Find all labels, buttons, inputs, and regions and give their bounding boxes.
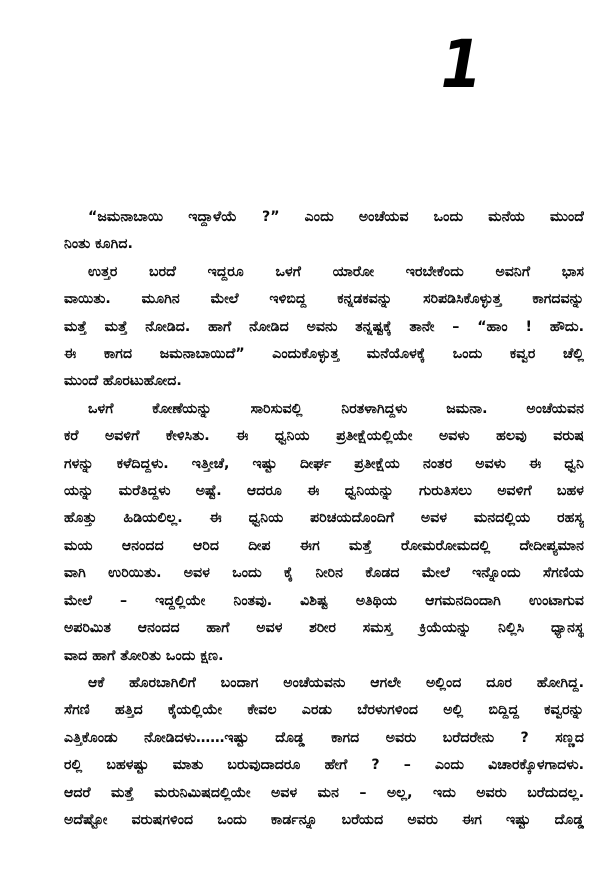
body-text: [64, 204, 584, 834]
chapter-number: 1: [440, 26, 482, 103]
text-line: ವಾಯಿತು. ಮೂಗಿನ ಮೇಲೆ ಇಳಿಬಿದ್ದ ಕನ್ನಡಕವನ್ನು ಸರಿಪಡಿಸಿಕೊಳ್ಳುತ್ತ ಕಾಗದವನ್ನು: [64, 291, 584, 308]
text-line: ಎತ್ತಿಕೊಂಡು ನೋಡಿದಳು……ಇಷ್ಟು ದೊಡ್ಡ ಕಾಗದ ಅವರು ಬರೆದರೇನು ? ಸಣ್ಣದ: [64, 729, 584, 746]
text-line: ಗಳನ್ನು ಕಳೆದಿದ್ದಳು. ಇತ್ತೀಚೆ, ಇಷ್ಟು ದೀರ್ಘ ಪ್ರತೀಕ್ಷೆಯ ನಂತರ ಅವಳು ಈ ಧ್ವನಿ: [64, 455, 584, 472]
text-line: ಕರೆ ಅವಳಿಗೆ ಕೇಳಿಸಿತು. ಈ ಧ್ವನಿಯ ಪ್ರತೀಕ್ಷೆಯಲ್ಲಿಯೇ ಅವಳು ಹಲವು ವರುಷ: [64, 428, 584, 445]
text-line: ನಿಂತು ಕೂಗಿದ.: [64, 236, 133, 253]
text-line: ಮತ್ತೆ ಮತ್ತೆ ನೋಡಿದ. ಹಾಗೆ ನೋಡಿದ ಅವನು ತನ್ನಷ್ಟಕ್ಕೆ ತಾನೇ – “ಹಾಂ ! ಹೌದು.: [64, 318, 584, 335]
text-line: ಸೆಗಣಿ ಹತ್ತಿದ ಕೈಯಲ್ಲಿಯೇ ಕೇವಲ ಎರಡು ಬೆರಳುಗಳಿಂದ ಅಲ್ಲಿ ಬಿದ್ದಿದ್ದ ಕವ್ವರನ್ನು: [64, 702, 584, 719]
text-line: ಮಯ ಆನಂದದ ಆರಿದ ದೀಪ ಈಗ ಮತ್ತೆ ರೋಮರೋಮದಲ್ಲಿ ದೇದೀಪ್ಯಮಾನ: [64, 537, 584, 554]
text-line: ಒಳಗೆ ಕೋಣೆಯನ್ನು ಸಾರಿಸುವಲ್ಲಿ ನಿರತಳಾಗಿದ್ದಳು ಜಮನಾ. ಅಂಚೆಯವನ: [88, 400, 584, 417]
text-line: ಉತ್ತರ ಬರದೆ ಇದ್ದರೂ ಒಳಗೆ ಯಾರೋ ಇರಬೇಕೆಂದು ಅವನಿಗೆ ಭಾಸ: [88, 263, 584, 280]
text-line: ವಾಗಿ ಉರಿಯಿತು. ಅವಳ ಒಂದು ಕೈ ನೀರಿನ ಕೊಡದ ಮೇಲೆ ಇನ್ನೊಂದು ಸೆಗಣಿಯ: [64, 565, 584, 582]
text-line: ಹೊತ್ತು ಹಿಡಿಯಲಿಲ್ಲ. ಈ ಧ್ವನಿಯ ಪರಿಚಯದೊಂದಿಗೆ ಅವಳ ಮನದಲ್ಲಿಯ ರಹಸ್ಯ: [64, 510, 584, 527]
text-line: ಮುಂದೆ ಹೊರಟುಹೋದ.: [64, 373, 182, 390]
text-line: ಈ ಕಾಗದ ಜಮನಾಬಾಯಿದೆ” ಎಂದುಕೊಳ್ಳುತ್ತ ಮನೆಯೊಳಕ್ಕೆ ಒಂದು ಕವ್ವರ ಚೆಲ್ಲಿ: [64, 346, 584, 363]
text-line: ಆಕೆ ಹೊರಬಾಗಿಲಿಗೆ ಬಂದಾಗ ಅಂಚೆಯವನು ಆಗಲೇ ಅಲ್ಲಿಂದ ದೂರ ಹೋಗಿದ್ದ.: [88, 674, 584, 691]
text-line: ಯನ್ನು ಮರೆತಿದ್ದಳು ಅಷ್ಟೆ. ಆದರೂ ಈ ಧ್ವನಿಯನ್ನು ಗುರುತಿಸಲು ಅವಳಿಗೆ ಬಹಳ: [64, 483, 584, 500]
text-line: ರಲ್ಲಿ ಬಹಳಷ್ಟು ಮಾತು ಬರುವುದಾದರೂ ಹೇಗೆ ? – ಎಂದು ವಿಚಾರಕ್ಕೊಳಗಾದಳು.: [64, 757, 584, 774]
text-line: ಅದೆಷ್ಟೋ ವರುಷಗಳಿಂದ ಒಂದು ಕಾರ್ಡನ್ನೂ ಬರೆಯದ ಅವರು ಈಗ ಇಷ್ಟು ದೊಡ್ಡ: [64, 811, 584, 828]
text-line: “ಜಮನಾಬಾಯಿ ಇದ್ದಾಳೆಯೆ ?” ಎಂದು ಅಂಚೆಯವ ಒಂದು ಮನೆಯ ಮುಂದೆ: [88, 209, 584, 225]
text-line: ವಾದ ಹಾಗೆ ತೋರಿತು ಒಂದು ಕ್ಷಣ.: [64, 647, 224, 664]
text-line: ಆದರೆ ಮತ್ತೆ ಮರುನಿಮಿಷದಲ್ಲಿಯೇ ಅವಳ ಮನ – ಅಲ್ಲ, ಇದು ಅವರು ಬರೆದುದಲ್ಲ.: [64, 784, 584, 801]
text-line: ಮೇಲೆ – ಇದ್ದಲ್ಲಿಯೇ ನಿಂತವು. ವಿಶಿಷ್ಟ ಅತಿಥಿಯ ಆಗಮನದಿಂದಾಗಿ ಉಂಟಾಗುವ: [64, 592, 584, 609]
text-line: ಅಪರಿಮಿತ ಆನಂದದ ಹಾಗೆ ಅವಳ ಶರೀರ ಸಮಸ್ತ ಕ್ರಿಯೆಯನ್ನು ನಿಲ್ಲಿಸಿ ಧ್ಯಾನಸ್ಥ: [64, 620, 584, 637]
